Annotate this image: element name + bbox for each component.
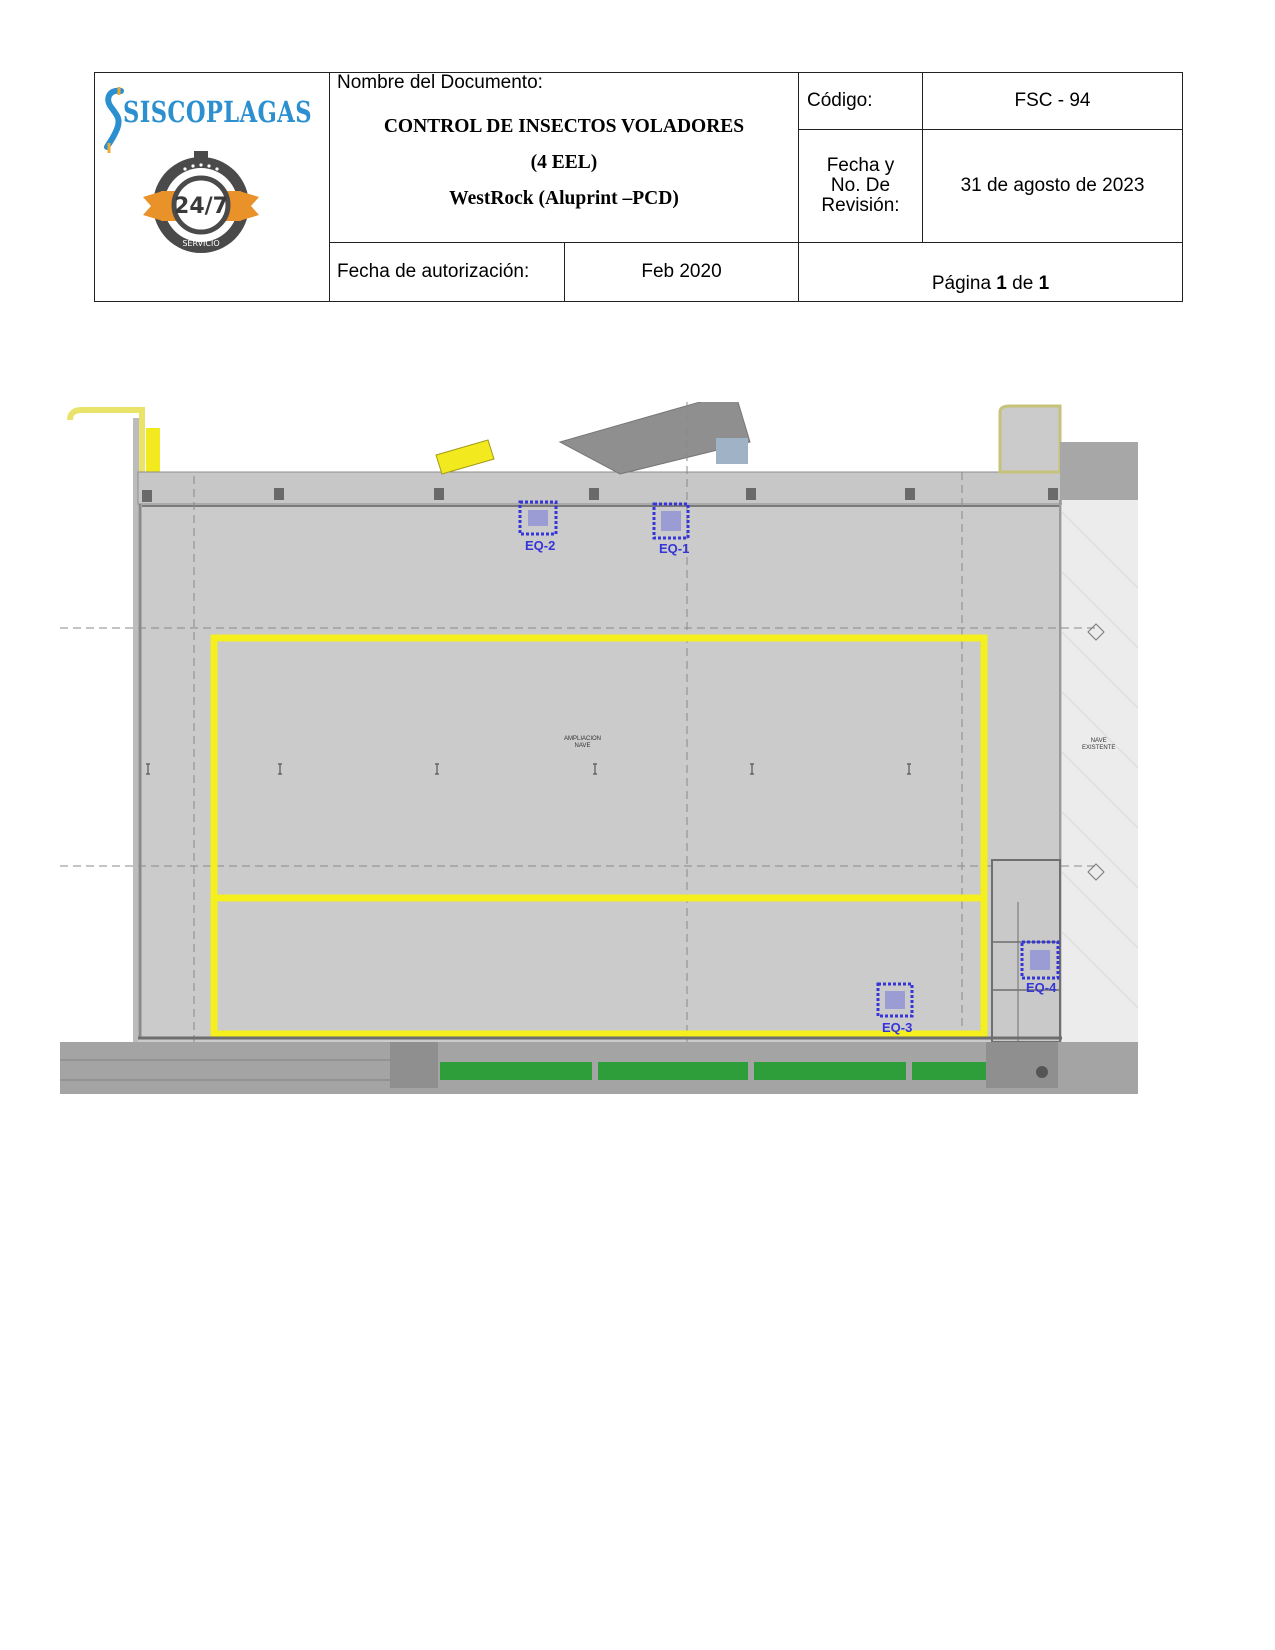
badge-subtext: SERVICIO (182, 239, 220, 248)
green-planters (440, 1062, 986, 1080)
badge-text: 24/7 (174, 194, 228, 219)
authorization-value: Feb 2020 (565, 242, 799, 301)
eq-4-label: EQ-4 (1026, 980, 1057, 995)
page-separator: de (1012, 273, 1034, 294)
logo-cell (95, 73, 330, 302)
existing-building-label-line-1: NAVE (1090, 738, 1107, 744)
existing-building-label-line-2: EXISTENTE (1082, 745, 1116, 751)
area-label-line-2: NAVE (574, 743, 591, 749)
document-title (330, 109, 798, 217)
24-7-service-badge-icon (141, 147, 261, 257)
area-label-line-1: AMPLIACION (564, 736, 602, 742)
existing-building-label (1082, 738, 1115, 752)
revision-label-line-3: Revisión: (821, 194, 900, 216)
page-total: 1 (1038, 273, 1050, 294)
siscoplagas-s-logo-icon (103, 85, 125, 155)
page-current: 1 (996, 273, 1007, 294)
main-hall (138, 472, 1062, 1042)
page-prefix: Página (931, 273, 992, 294)
yellow-stair-left (146, 428, 160, 472)
eq-2-label: EQ-2 (525, 538, 556, 553)
document-header (94, 72, 1183, 302)
eq-3-label: EQ-3 (882, 1020, 913, 1035)
revision-label (799, 130, 923, 242)
document-title-line-2: (4 EEL) (530, 152, 598, 173)
revision-value: 31 de agosto de 2023 (923, 130, 1183, 242)
code-value: FSC - 94 (923, 73, 1183, 130)
document-name-cell (330, 73, 799, 243)
eq-1-label: EQ-1 (659, 541, 690, 556)
page-number (799, 242, 1183, 301)
code-label: Código: (799, 73, 923, 130)
document-title-line-3: WestRock (Aluprint –PCD) (449, 188, 679, 209)
document-title-line-1: CONTROL DE INSECTOS VOLADORES (383, 116, 745, 137)
brand-name: SISCOPLAGAS (123, 95, 312, 129)
revision-label-line-2: No. De (830, 174, 891, 196)
authorization-label: Fecha de autorización: (330, 242, 565, 301)
floor-plan (60, 402, 1200, 1152)
floor-plan-drawing (60, 402, 1200, 1152)
revision-label-line-1: Fecha y (826, 154, 895, 176)
document-name-label: Nombre del Documento: (337, 72, 543, 93)
area-label (564, 736, 601, 750)
